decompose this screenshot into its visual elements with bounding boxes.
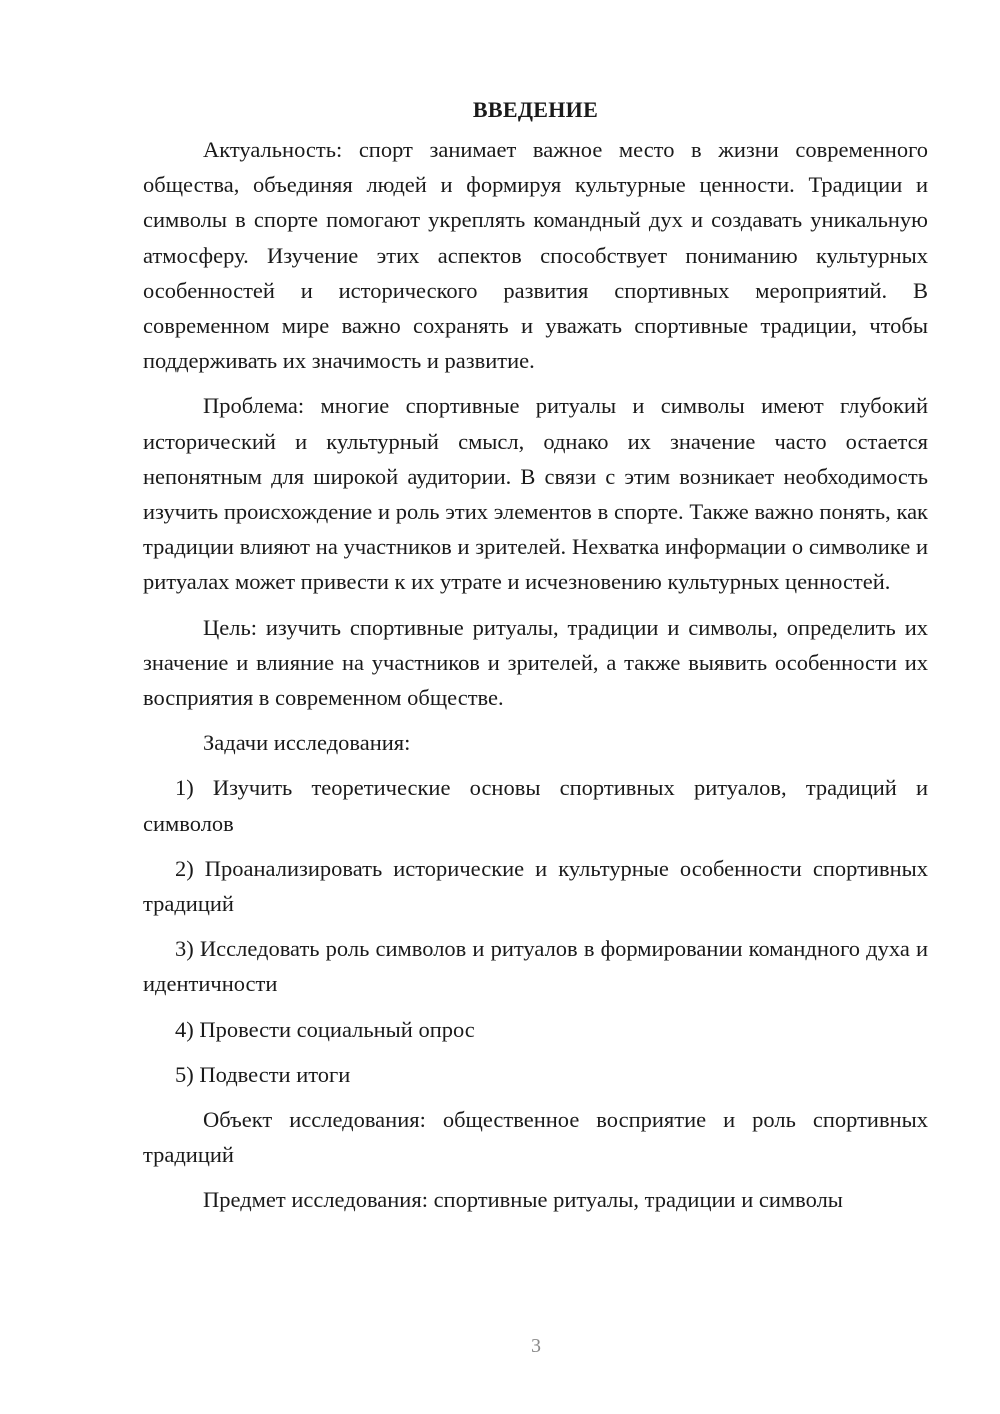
paragraph-problem: Проблема: многие спортивные ритуалы и символы имеют глубокий исторический и культурный смысл, однако их значение часто остается непонятным для широкой аудитории. В связи с этим возникает необходимость изучить происхождение и роль этих элементов в спорте. Также важно понять, как традиции влияют на участников и зрителей. Нехватка информации о символике и ритуалах может привести к их утрате и исчезновению культурных ценностей. (143, 393, 928, 595)
paragraph-object: Объект исследования: общественное восприятие и роль спортивных традиций (143, 1107, 928, 1168)
page-number: 3 (531, 1335, 541, 1357)
task-item-5: 5) Подвести итоги (175, 1061, 351, 1087)
paragraph-relevance: Актуальность: спорт занимает важное место в жизни современного общества, объединяя людей и формируя культурные ценности. Традиции и символы в спорте помогают укреплять командный дух и создавать уникальную атмосферу. Изучение этих аспектов способствует пониманию культурных особенностей и исторического развития спортивных мероприятий. В современном мире важно сохранять и уважать спортивные традиции, чтобы поддерживать их значимость и развитие. (143, 137, 928, 374)
task-item-3: 3) Исследовать роль символов и ритуалов в формировании командного духа и идентичности (143, 936, 928, 997)
paragraph-subject: Предмет исследования: спортивные ритуалы, традиции и символы (203, 1187, 843, 1213)
section-title: ВВЕДЕНИЕ (472, 97, 599, 122)
document-page (143, 92, 928, 1218)
paragraph-goal: Цель: изучить спортивные ритуалы, традиции и символы, определить их значение и влияние на участников и зрителей, а также выявить особенности их восприятия в современном обществе. (143, 614, 928, 711)
tasks-heading: Задачи исследования: (203, 730, 411, 756)
task-item-4: 4) Провести социальный опрос (175, 1016, 475, 1042)
task-item-1: 1) Изучить теоретические основы спортивных ритуалов, традиций и символов (143, 775, 928, 836)
task-item-2: 2) Проанализировать исторические и культурные особенности спортивных традиций (143, 855, 928, 917)
